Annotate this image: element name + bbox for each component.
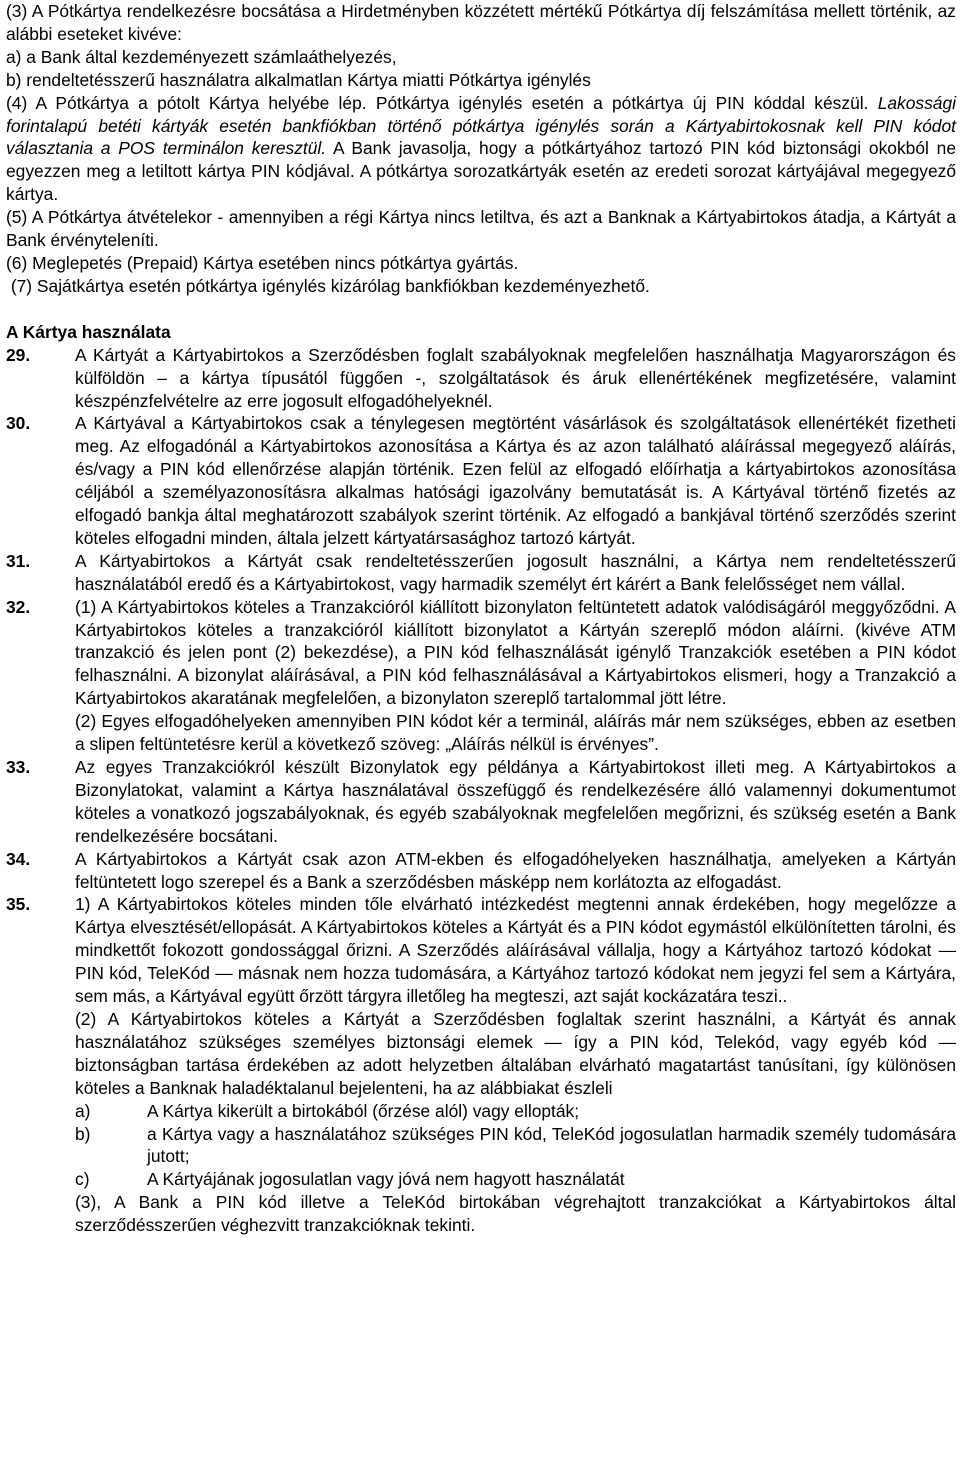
point-number: 34.	[6, 848, 31, 869]
section-heading: A Kártya használata	[6, 321, 171, 342]
point-29	[6, 344, 956, 413]
point-35	[6, 893, 956, 1008]
point-34	[6, 848, 956, 894]
point-text: A Kártyával a Kártyabirtokos csak a ténylegesen megtörtént vásárlások és szolgáltatások ellenértékét fizetheti meg. Az elfogadónál a Kártyabirtokos azonosítása a Kártya és az azon található aláírással megegyező aláírás, és/vagy a PIN kód ellenőrzése alapján történik. Ezen felül az elfogadó előírhatja a kártyabirtokos azonosítása céljából a személyazonosításra alkalmas hatósági igazolvány bemutatását is. A Kártyával történő fizetés az elfogadó bankja által meghatározott szabályok szerint történik. Az elfogadó a bankjával történő szerződés szerint köteles elfogadni minden, általa jelzett kártyatársasághoz tartozó kártyát.	[75, 413, 956, 548]
point-31	[6, 550, 956, 596]
list-item-c	[75, 1168, 956, 1191]
point-text: 1) A Kártyabirtokos köteles minden tőle elvárható intézkedést megtenni annak érdekében, hogy megelőzze a Kártya elvesztését/ellopását. A Kártyabirtokos köteles a Kártyát és a PIN kódot egymástól elkülönítetten tárolni, és mindkettőt fokozott gondossággal őrizni. A Szerződés aláírásával vállalja, hogy a Kártyához tartozó kódokat — PIN kód, TeleKód — másnak nem hozza tudomására, a Kártyához tartozó kódokat nem jegyzi fel sem a Kártyára, sem más, a Kártyával együtt őrzött tárgyra illetőleg ha megteszi, azt saját kockázatára teszi..	[75, 894, 956, 1007]
point-text: Az egyes Tranzakciókról készült Bizonylatok egy példánya a Kártyabirtokost illeti meg. A Kártyabirtokos a Bizonylatokat, valamint a Kártya használatával összefüggő és rendelkezésére álló valamennyi dokumentumot köteles a vonatkozó jogszabályoknak, és egyéb szabályoknak megfelelően megőrizni, és szükség esetén a Bank rendelkezésére bocsátani.	[75, 757, 956, 846]
point-number: 35.	[6, 894, 31, 915]
point-text: A Kártyabirtokos a Kártyát csak azon ATM-ekben és elfogadóhelyeken használhatja, amelyeken a Kártyán feltüntetett logo szerepel és a Bank a szerződésben másképp nem korlátozta az elfogadást.	[75, 848, 956, 892]
list-text: A Kártyájának jogosulatlan vagy jóvá nem hagyott használatát	[147, 1169, 625, 1190]
paragraph-4-text-2: A Bank javasolja, hogy a pótkártyához tartozó PIN kód biztonsági okokból ne egyezzen meg a letiltott kártya PIN kódjával. A pótkártya sorozatkártyák esetén az eredeti sorozat kártyájával megegyező kártya.	[6, 138, 956, 205]
point-35-paragraph-3: (3), A Bank a PIN kód illetve a TeleKód birtokában végrehajtott tranzakciókat a Kártyabirtokos által szerződésszerűen véghezvitt tranzakcióknak tekinti.	[75, 1192, 956, 1236]
point-number: 29.	[6, 344, 31, 365]
list-label: b)	[75, 1123, 91, 1144]
paragraph-7: (7) Sajátkártya esetén pótkártya igénylés kizárólag bankfiókban kezdeményezhető.	[6, 275, 650, 296]
point-30	[6, 412, 956, 549]
paragraph-5: (5) A Pótkártya átvételekor - amennyiben a régi Kártya nincs letiltva, és azt a Banknak a Kártyabirtokos átadja, a Kártyát a Bank érvényteleníti.	[6, 207, 956, 251]
point-number: 30.	[6, 413, 31, 434]
paragraph-4-italic: Lakossági forintalapú betéti kártyák esetén bankfiókban történő pótkártya igénylés során a Kártyabirtokosnak kell PIN kódot választania a POS terminálon keresztül.	[6, 92, 956, 159]
paragraph-4	[6, 92, 956, 207]
list-text: a Kártya vagy a használatához szükséges PIN kód, TeleKód jogosulatlan harmadik személy tudomására jutott;	[147, 1123, 956, 1167]
paragraph-3-b: b) rendeltetésszerű használatra alkalmatlan Kártya miatti Pótkártya igénylés	[6, 69, 591, 90]
paragraph-6: (6) Meglepetés (Prepaid) Kártya esetében nincs pótkártya gyártás.	[6, 252, 519, 273]
point-32	[6, 596, 956, 711]
document-page	[6, 0, 956, 1237]
point-32-paragraph-2: (2) Egyes elfogadóhelyeken amennyiben PIN kódot kér a terminál, aláírás már nem szükséges, ebben az esetben a slipen feltüntetésre kerül a következő szöveg: „Aláírás nélkül is érvényes”.	[75, 711, 956, 755]
point-text: A Kártyabirtokos a Kártyát csak rendeltetésszerűen jogosult használni, a Kártya nem rendeltetésszerű használatából eredő és a Kártyabirtokost, vagy harmadik személyt ért kárért a Bank felelősséget nem vállal.	[75, 550, 956, 594]
point-35-paragraph-2: (2) A Kártyabirtokos köteles a Kártyát a Szerződésben foglaltak szerint használni, a Kártyát és annak használatához szükséges személyes biztonsági elemek — így a PIN kód, Telekód, vagy egyéb kód — biztonságban tartása érdekében az adott helyzetben általában elvárható magatartást tanúsítani, így különösen köteles a Banknak haladéktalanul bejelenteni, ha az alábbiakat észleli	[75, 1008, 956, 1098]
point-number: 32.	[6, 596, 31, 617]
point-number: 31.	[6, 550, 31, 571]
list-item-b	[75, 1123, 956, 1169]
list-label: a)	[75, 1100, 91, 1121]
paragraph-3-a: a) a Bank által kezdeményezett számlaáthelyezés,	[6, 46, 397, 67]
point-text: (1) A Kártyabirtokos köteles a Tranzakcióról kiállított bizonylaton feltüntetett adatok valódiságáról meggyőződni. A Kártyabirtokos köteles a tranzakcióról kiállított bizonylatot a Kártyán szereplő módon aláírni. (kivéve ATM tranzakció és jelen pont (2) bekezdése), a PIN kód felhasználását igénylő Tranzakciók esetében a PIN kódot felhasználni. A bizonylat aláírásával, a PIN kód felhasználásával a Kártyabirtokos elismeri, hogy a Tranzakció a Kártyabirtokos akaratának megfelelően, a bizonylaton szereplő tartalommal jött létre.	[75, 596, 956, 709]
list-text: A Kártya kikerült a birtokából (őrzése alól) vagy ellopták;	[147, 1100, 580, 1121]
paragraph-3: (3) A Pótkártya rendelkezésre bocsátása a Hirdetményben közzétett mértékű Pótkártya díj felszámítása mellett történik, az alábbi eseteket kivéve:	[6, 1, 956, 44]
list-item-a	[75, 1100, 956, 1123]
point-number: 33.	[6, 757, 31, 777]
paragraph-4-text: (4) A Pótkártya a pótolt Kártya helyébe lép. Pótkártya igénylés esetén a pótkártya új PIN kóddal készül.	[6, 92, 878, 113]
point-text: A Kártyát a Kártyabirtokos a Szerződésben foglalt szabályoknak megfelelően használhatja Magyarországon és külföldön – a kártya típusától függően -, szolgáltatások és áruk ellenértékének megfizetésére, valamint készpénzfelvételre az erre jogosult elfogadóhelyeknél.	[75, 344, 956, 411]
list-label: c)	[75, 1169, 90, 1190]
point-33	[6, 756, 956, 848]
